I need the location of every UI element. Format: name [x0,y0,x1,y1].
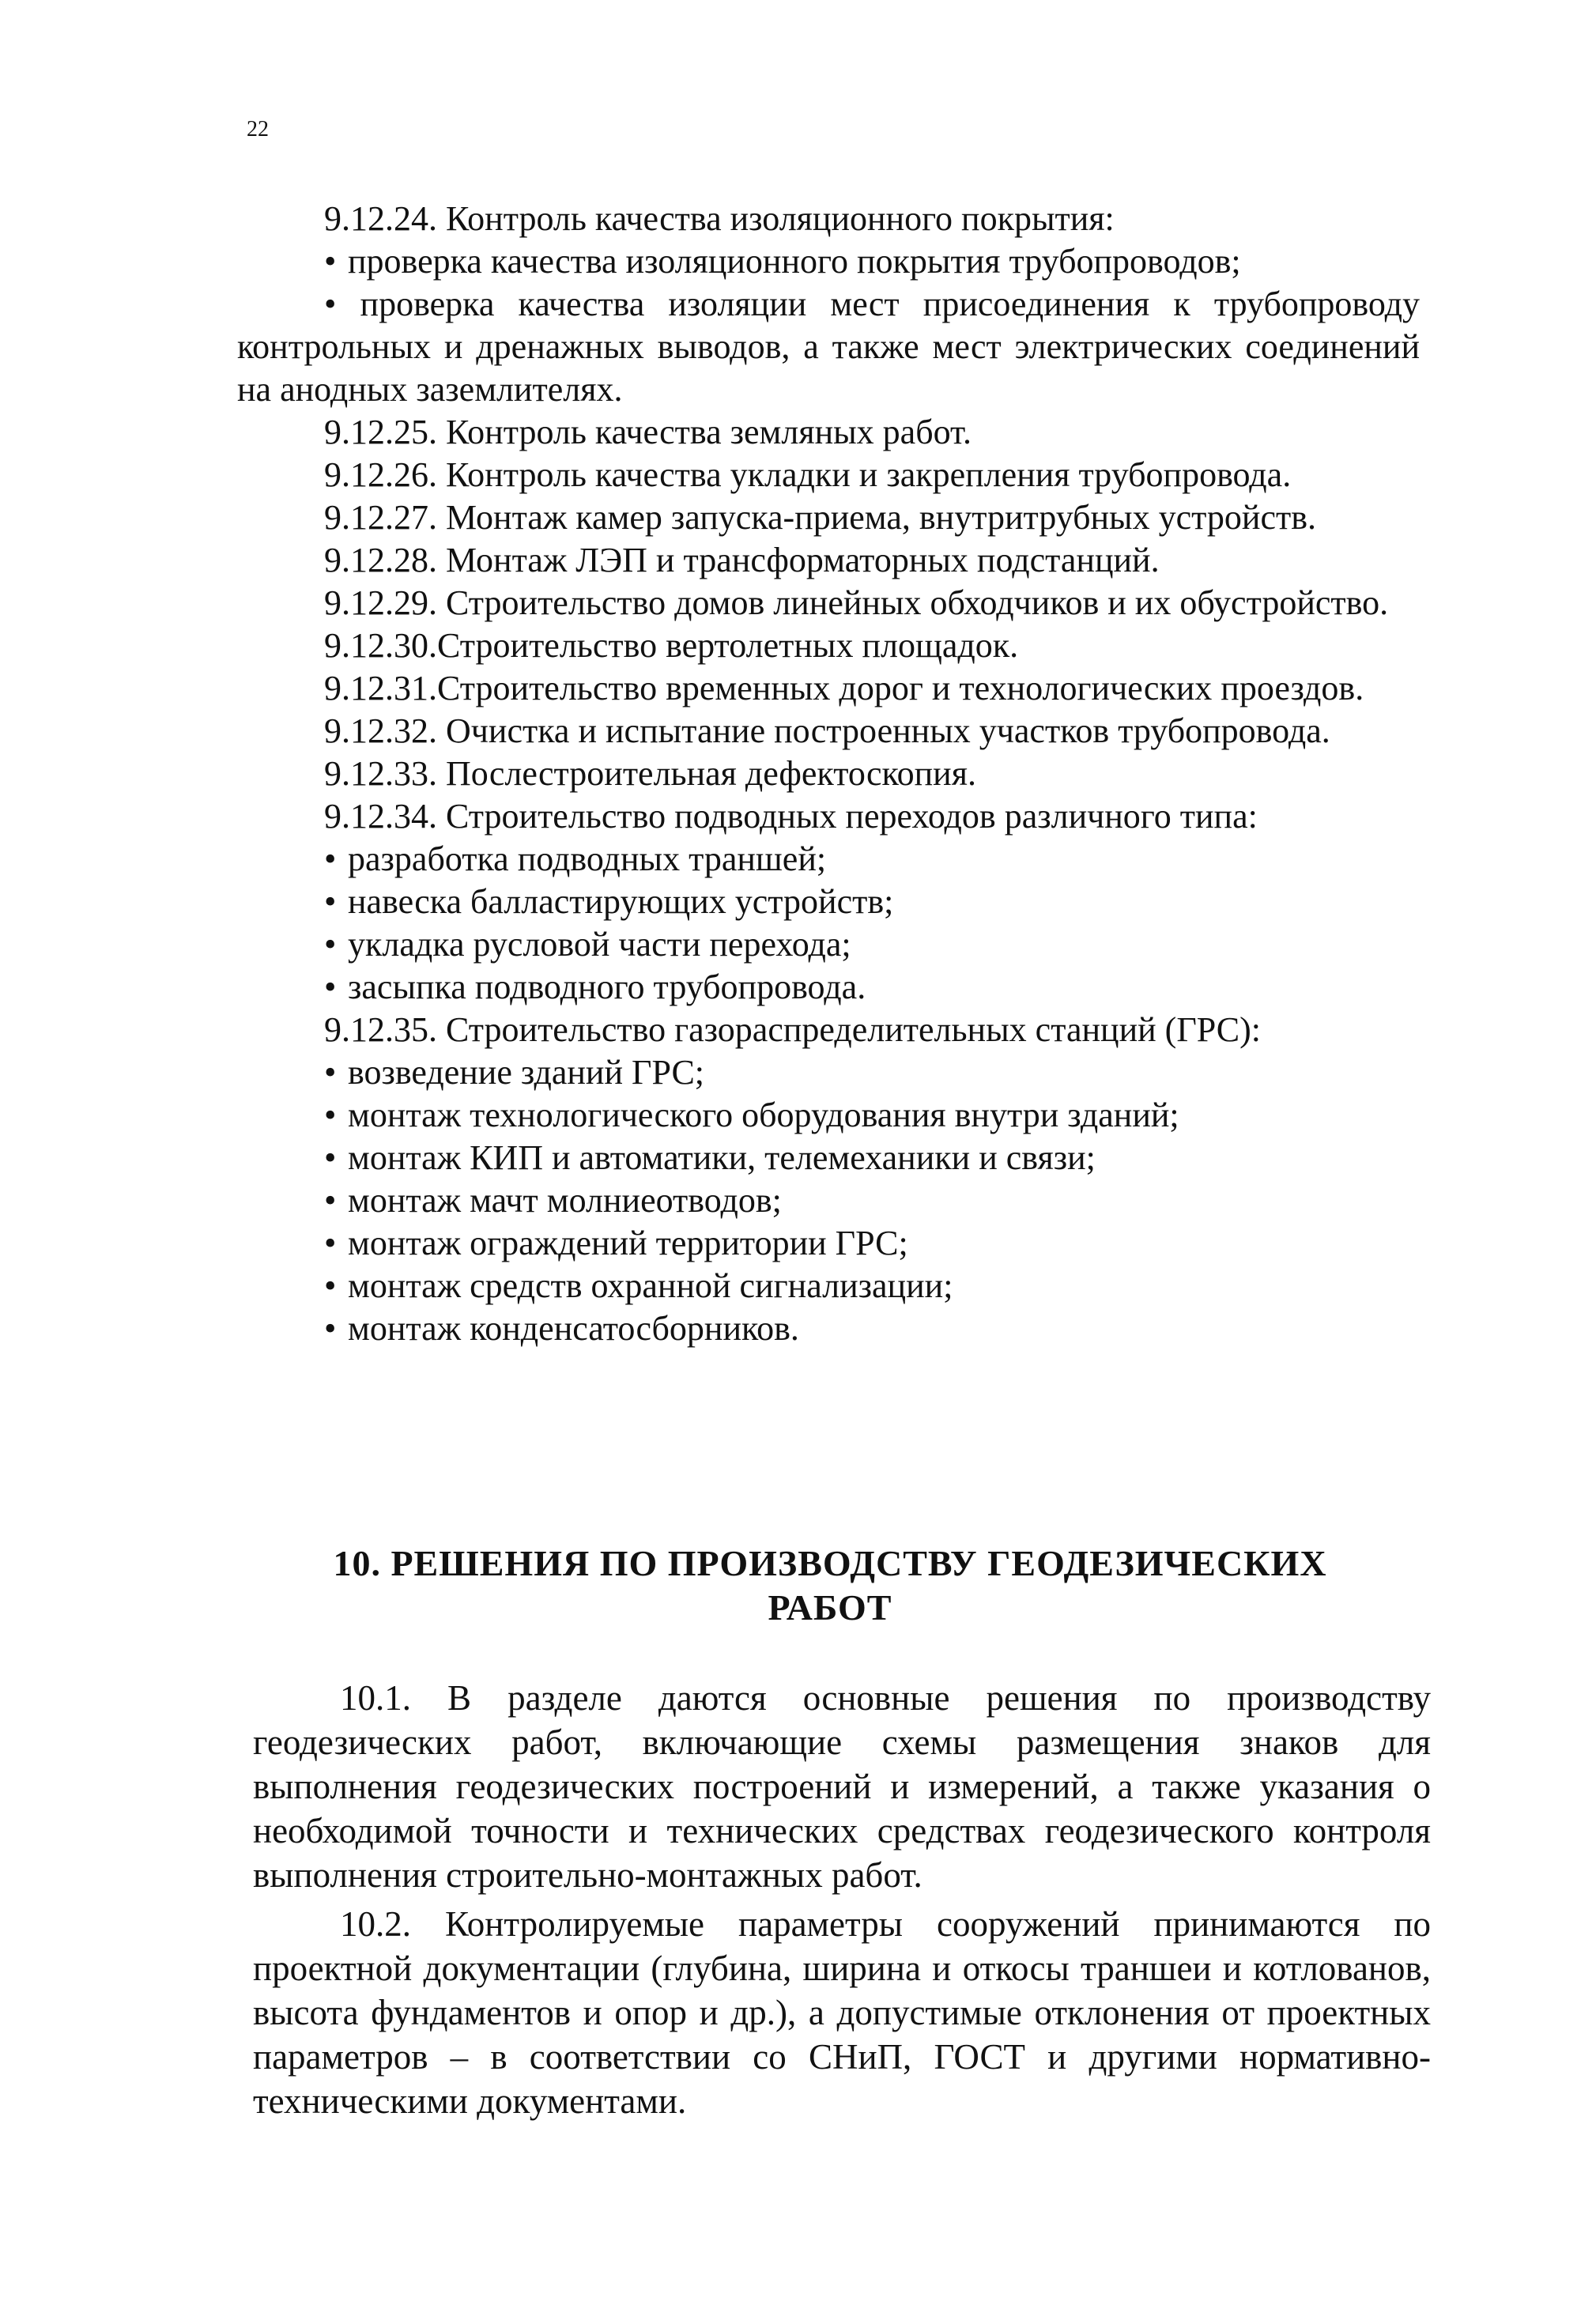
bullet-item: • возведение зданий ГРС; [237,1051,1420,1094]
bullet-icon: • [324,882,337,921]
paragraph-10-2: 10.2. Контролируемые параметры сооружений принимаются по проектной документации (глубина, ширина и откосы траншеи и котлованов, высота фундаментов и опор и др.), а допустимые отклонения от проектных параметров – в соответствии со СНиП, ГОСТ и другими нормативно-техническими документами. [253,1904,1431,2121]
bullet-item: • разработка подводных траншей; [237,838,1420,881]
paragraph-9-12-35: 9.12.35. Строительство газораспределительных станций (ГРС): [324,1010,1261,1049]
paragraph-9-12-25: 9.12.25. Контроль качества земляных работ. [324,413,972,451]
bullet-icon: • [324,1053,337,1092]
bullet-icon: • [324,242,337,281]
paragraph-9-12-27: 9.12.27. Монтаж камер запуска-приема, внутритрубных устройств. [324,498,1316,537]
bullet-icon: • [324,1309,337,1348]
bullet-item-wrapped: • проверка качества изоляции мест присоединения к трубопроводу контрольных и дренажных выводов, а также мест электрических соединений на анодных заземлителях. [237,285,1420,409]
paragraph-9-12-28: 9.12.28. Монтаж ЛЭП и трансформаторных подстанций. [324,541,1160,579]
bullet-icon: • [324,285,360,323]
paragraph-9-12-31: 9.12.31.Строительство временных дорог и технологических проездов. [324,669,1364,707]
paragraph-9-12-32: 9.12.32. Очистка и испытание построенных участков трубопровода. [324,711,1330,750]
bullet-item: • проверка качества изоляционного покрытия трубопроводов; [237,240,1420,283]
bullet-icon: • [324,1096,337,1134]
paragraph-9-12-33: 9.12.33. Послестроительная дефектоскопия. [324,754,976,793]
bullet-icon: • [324,839,337,878]
section-9-block [237,198,1420,1350]
paragraph-9-12-34: 9.12.34. Строительство подводных переходов различного типа: [324,797,1258,836]
bullet-item: • навеска балластирующих устройств; [237,881,1420,923]
heading-line-1: 10. РЕШЕНИЯ ПО ПРОИЗВОДСТВУ ГЕОДЕЗИЧЕСКИХ [333,1543,1327,1583]
bullet-icon: • [324,968,337,1006]
section-10-body [253,1676,1431,2123]
bullet-item: • монтаж конденсатосборников. [237,1307,1420,1350]
section-10-heading [237,1541,1423,1630]
bullet-icon: • [324,1266,337,1305]
bullet-item: • монтаж КИП и автоматики, телемеханики и связи; [237,1137,1420,1179]
bullet-item: • укладка русловой части перехода; [237,923,1420,966]
bullet-item: • монтаж средств охранной сигнализации; [237,1265,1420,1307]
bullet-icon: • [324,925,337,964]
paragraph-9-12-24: 9.12.24. Контроль качества изоляционного покрытия: [324,199,1115,238]
paragraph-9-12-26: 9.12.26. Контроль качества укладки и закрепления трубопровода. [324,455,1292,494]
bullet-icon: • [324,1138,337,1177]
bullet-item: • монтаж технологического оборудования внутри зданий; [237,1094,1420,1137]
paragraph-9-12-29: 9.12.29. Строительство домов линейных обходчиков и их обустройство. [324,583,1389,622]
bullet-icon: • [324,1224,337,1262]
page-number: 22 [247,117,269,141]
bullet-item: • засыпка подводного трубопровода. [237,966,1420,1009]
paragraph-10-1: 10.1. В разделе даются основные решения по производству геодезических работ, включающие схемы размещения знаков для выполнения геодезических построений и измерений, а также указания о необходимой точности и технических средствах геодезического контроля выполнения строительно-монтажных работ. [253,1678,1431,1895]
heading-line-2: РАБОТ [768,1587,892,1628]
paragraph-9-12-30: 9.12.30.Строительство вертолетных площадок. [324,626,1019,665]
bullet-icon: • [324,1181,337,1220]
bullet-item: • монтаж мачт молниеотводов; [237,1179,1420,1222]
bullet-item: • монтаж ограждений территории ГРС; [237,1222,1420,1265]
